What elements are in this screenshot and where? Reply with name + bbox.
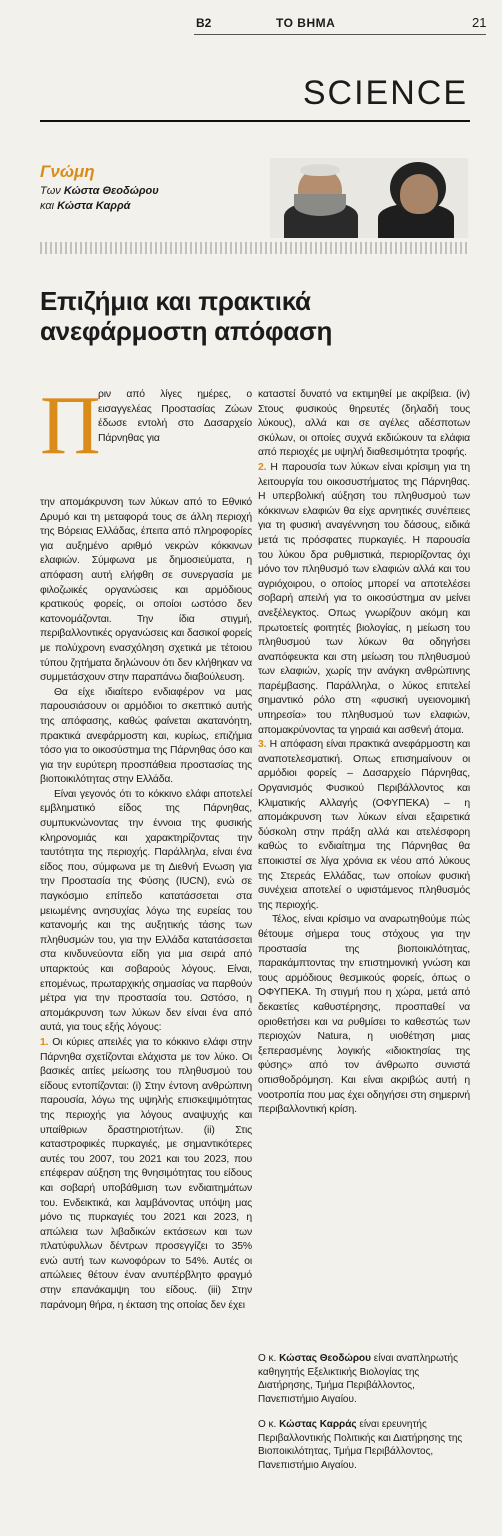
author-2: Κώστα Καρρά bbox=[57, 200, 131, 212]
headline: Επιζήμια και πρακτικά ανεφάρμοστη απόφαση bbox=[40, 286, 333, 346]
bio-2-name: Κώστας Καρράς bbox=[279, 1419, 357, 1430]
point-1-continued: καταστεί δυνατό να εκτιμηθεί με ακρίβεια. (iv) Στους φυσικούς θηρευτές (δηλαδή τους λύκους), αλλά και σε αγέλες αδέσποτων σκύλων, οι οποίες συχνά εκδιώκουν τα ελάφια από περιοχές με υψηλή διαθεσιμότητα τροφής. bbox=[258, 389, 470, 459]
author-bio-2 bbox=[258, 1418, 470, 1472]
point-2-number: 2. bbox=[258, 461, 267, 473]
intro-paragraph: ριν από λίγες ημέρες, ο εισαγγελέας Προστασίας Ζώων έδωσε εντολή στο Δασαρχείο Πάρνηθας για bbox=[98, 389, 252, 444]
point-1-number: 1. bbox=[40, 1036, 49, 1048]
bio-2-prefix: Ο κ. bbox=[258, 1419, 277, 1430]
point-2 bbox=[258, 461, 470, 738]
point-1 bbox=[40, 1036, 252, 1313]
conclusion-paragraph: Τέλος, είναι κρίσιμο να αναρωτηθούμε πώς θέτουμε σήμερα τους στόχους για την προστασία της βιοποικιλότητας, παρακάμπτοντας την επιστημονική γνώση και τους αρμόδιους θεσμικούς φορείς, όπως ο ΟΦΥΠΕΚΑ. Τη στιγμή που η χώρα, μετά από δεκαετίες καθυστέρησης, προσπαθεί να οριοθετήσει και να ρυθμίσει το καθεστώς των περιοχών Natura, η υιοθέτηση μιας ξεπερασμένης λογικής «ιδιοκτησίας της φύσης» από τον άνθρωπο συνιστά οπισθοδρόμηση. Και είναι ακριβώς αυτή η νοοτροπία που μας έχει οδηγήσει στη σημερινή περιβαλλοντική κρίση. bbox=[258, 914, 470, 1116]
byline-prefix: Των bbox=[40, 185, 61, 197]
column-1-intro bbox=[98, 388, 252, 446]
point-1-text: Οι κύριες απειλές για το κόκκινο ελάφι στην Πάρνηθα σχετίζονται ελάχιστα με τον λύκο. Οι βασικές αιτίες μείωσης του πληθυσμού του είδους εντοπίζονται: (i) Στην έντονη ανθρώπινη παρουσία, λόγω της υψηλής επισκεψιμότητας της περιοχής για λόγους αναψυχής και υπαίθριων δραστηριοτήτων. (ii) Στις καταστροφικές πυρκαγιές, με σημαντικότερες αυτές του 2007, του 2021 και του 2023, που επέφεραν αύξηση της θνησιμότητας του είδους και σοβαρή υποβάθμιση των ενδιαιτημάτων του. Ενδεικτικά, και λαμβάνοντας υπόψη μας μόνο τις πυρκαγιές του 2021 και 2023, η απώλεια των λιβαδικών εκτάσεων και των πλατύφυλλων δέντρων προσεγγίζει το 35% ενώ αυτή των κωνοφόρων το 54%. Αυτές οι απώλειες θέτουν έναν ανυπέρβλητο φραγμό στην επανάκαμψη του είδους. (iii) Στην παράνομη θήρα, η έκταση της οποίας δεν έχει bbox=[40, 1036, 252, 1311]
masthead bbox=[0, 10, 502, 36]
decorative-hatch bbox=[40, 242, 468, 254]
section-rule bbox=[40, 120, 470, 122]
opinion-label: Γνώμη bbox=[40, 162, 95, 181]
byline-and: και bbox=[40, 200, 55, 212]
column-2 bbox=[258, 388, 470, 1118]
bio-1-prefix: Ο κ. bbox=[258, 1353, 277, 1364]
author-bio-1 bbox=[258, 1352, 470, 1406]
point-3-number: 3. bbox=[258, 739, 267, 751]
bio-1-name: Κώστας Θεοδώρου bbox=[279, 1353, 371, 1364]
drop-cap: Π bbox=[40, 379, 101, 472]
paragraph-1: την απομάκρυνση των λύκων από το Εθνικό Δρυμό και τη μεταφορά τους σε άλλη περιοχή της Βόρειας Ελλάδας, έπειτα από πληροφορίες για αυξημένο αριθμό νεκρών κόκκινων ελαφιών. Σύμφωνα με δημοσιεύματα, η απόφαση αυτή ελήφθη σε συνεργασία με φιλοζωικές οργανώσεις και αρμόδιους κρατικούς φορείς, οι οποίοι ωστόσο δεν κατονομάζονται. Την ίδια στιγμή, περιβαλλοντικές οργανώσεις και δασικοί φορείς με πολύχρονη ενασχόληση σχετικά με τέτοιου τύπου ζητήματα δηλώνουν ότι δεν κλήθηκαν να συμμετάσχουν στην παραπάνω διαβούλευση. bbox=[40, 497, 252, 684]
paragraph-3: Είναι γεγονός ότι το κόκκινο ελάφι αποτελεί εμβληματικό είδος της Πάρνηθας, συμπυκνώνοντας την έννοια της φυσικής κληρονομιάς και χαρακτηρίζοντας την ταυτότητα της περιοχής. Παράλληλα, είναι ένα είδος που, σύμφωνα με τη Διεθνή Ενωση για την Προστασία της Φύσης (IUCN), ενώ σε παγκόσμιο επίπεδο κατατάσσεται στα μειωμένης ανησυχίας λόγω της ευρείας του κατανομής και της αυξητικής τάσης των πληθυσμών του, για την Ελλάδα κατατάσσεται στα κινδυνεύοντα είδη για μια σειρά από υπαρκτούς και σοβαρούς λόγους. Είναι, επομένως, πρωταρχικής σημασίας να παρθούν μέτρα για την προστασία του. Ωστόσο, η απομάκρυνση των λύκων δεν είναι ένα από αυτά, για τους εξής λόγους: bbox=[40, 788, 252, 1034]
top-rule bbox=[194, 34, 486, 35]
point-2-text: Η παρουσία των λύκων είναι κρίσιμη για τη λειτουργία του οικοσυστήματος της Πάρνηθας. Η υπερβολική αύξηση του πληθυσμού των κόκκινων ελαφιών θα είχε αρνητικές συνέπειες για τη φυσική αναγέννηση του δάσους, ειδικά μετά τις πρόσφατες πυρκαγιές. Η παρουσία του λύκου δρα ρυθμιστικά, περιορίζοντας όχι μόνο τον πληθυσμό των ελαφιών αλλά και του αγριόχοιρου, ο οποίος μπορεί να αποτελέσει σοβαρή απειλή για το οικοσύστημα αν μείνει ανεξέλεγκτος. Οπως γνωρίζουν ακόμη και πρωτοετείς φοιτητές βιολογίας, η μείωση του πληθυσμού των λύκων θα οδηγήσει αναπόφευκτα και στη μείωση του πληθυσμού των ελαφιών, χωρίς την ανάγκη ανθρώπινης παρέμβασης. Παράλληλα, ο λύκος επιτελεί σημαντικό ρόλο στη «φυσική υγειονομική υπηρεσία» του πληθυσμού των ελαφιών, απομακρύνοντας τα γηραιά και ασθενή άτομα. bbox=[258, 461, 470, 736]
byline bbox=[40, 184, 159, 214]
point-3-text: Η απόφαση είναι πρακτικά ανεφάρμοστη και αναποτελεσματική. Οπως επισημαίνουν οι αρμόδιοι φορείς – Δασαρχείο Πάρνηθας, Οργανισμός Φυσικού Περιβάλλοντος και Κλιματικής Αλλαγής (ΟΦΥΠΕΚΑ) – η απομάκρυνση των λύκων είναι εξαιρετικά δύσκολη στην πράξη αλλά και ατελέσφορη καθώς το ενδιαίτημα της Πάρνηθας θα εποικιστεί σε λίγα χρόνια εκ νέου από λύκους της Στερεάς Ελλάδας, των οποίων φυσική συνέχεια αποτελεί ο υφιστάμενος πληθυσμός της περιοχής. bbox=[258, 739, 470, 911]
newspaper-name: ΤΟ ΒΗΜΑ bbox=[276, 16, 336, 30]
column-1 bbox=[40, 496, 252, 1313]
bio-2-text: είναι ερευνητής Περιβαλλοντικής Πολιτικής και Διατήρησης της Βιοποικιλότητας, Τμήμα Περιβάλλοντος, Πανεπιστήμιο Αιγαίου. bbox=[258, 1419, 463, 1471]
author-1: Κώστα Θεοδώρου bbox=[63, 185, 159, 197]
page-number: 21 bbox=[472, 15, 487, 30]
point-3 bbox=[258, 738, 470, 913]
paragraph-2: Θα είχε ιδιαίτερο ενδιαφέρον να μας παρουσιάσουν οι αρμόδιοι το σκεπτικό αυτής της απόφασης, καθώς φαίνεται ακατανόητη, πρακτικά ανεφάρμοστη και, κυρίως, επιζήμια τόσο για το οικοσύστημα της Πάρνηθας όσο και για την ευρύτερη προσπάθεια προστασίας της βιοποικιλότητας στην Ελλάδα. bbox=[40, 686, 252, 786]
section-title: SCIENCE bbox=[302, 74, 468, 112]
section-code: B2 bbox=[196, 16, 212, 30]
bio-1-text: είναι αναπληρωτής καθηγητής Εξελικτικής Βιολογίας της Διατήρησης, Τμήμα Περιβάλλοντος, Πανεπιστήμιο Αιγαίου. bbox=[258, 1353, 458, 1405]
authors-photo bbox=[270, 158, 468, 238]
opinion-byline bbox=[40, 162, 159, 214]
